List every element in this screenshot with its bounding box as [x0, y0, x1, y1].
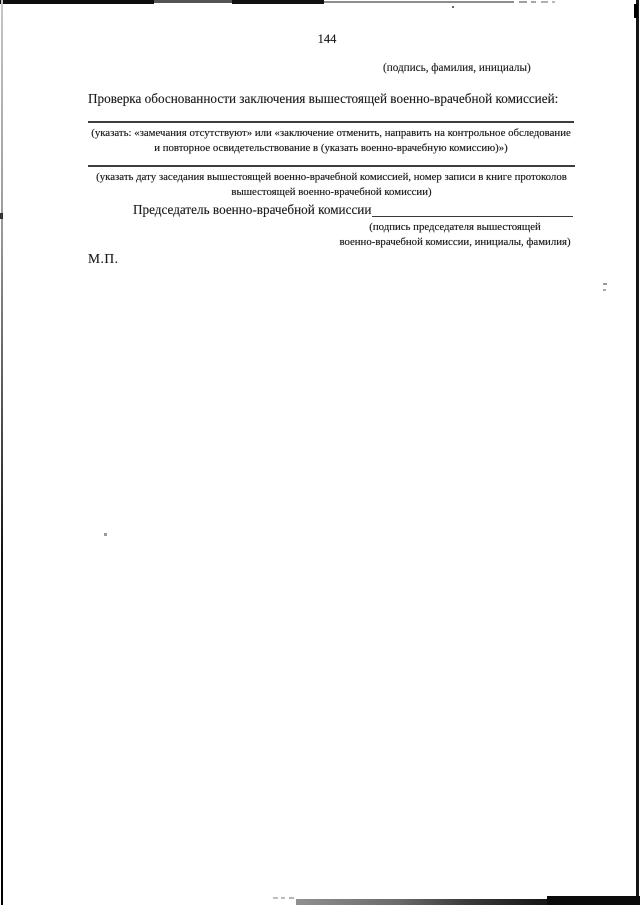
scan-artifact-top-edge [154, 0, 232, 3]
scan-artifact-dash [552, 1, 555, 3]
section-heading: Проверка обоснованности заключения вышестоящей военно-врачебной комиссией: [88, 91, 559, 106]
caption-line: (подпись председателя вышестоящей [369, 221, 541, 233]
chairman-label: Председатель военно-врачебной комиссии [133, 202, 372, 217]
scan-artifact-dash [531, 1, 536, 3]
scan-artifact-top-edge [0, 0, 154, 4]
fill-in-line-conclusion [88, 121, 574, 123]
caption-line: (указать: «замечания отсутствуют» или «заключение отменить, направить на контрольное обследование [91, 127, 571, 139]
scan-artifact-bottom-edge [547, 896, 640, 905]
scan-artifact-top-edge [324, 1, 514, 3]
scan-artifact-dash [0, 213, 3, 219]
scan-artifact-dash [281, 897, 285, 899]
chairman-signature-caption [330, 220, 580, 250]
scan-artifact-speck [603, 283, 607, 285]
fill-in-line-session [88, 165, 575, 167]
caption-line: вышестоящей военно-врачебной комиссии) [231, 186, 432, 198]
scan-artifact-top-edge [232, 0, 324, 4]
chairman-signature-line [372, 216, 573, 217]
scan-artifact-speck [603, 289, 606, 291]
fill-in-caption-conclusion [88, 126, 574, 156]
signature-note-top: (подпись, фамилия, инициалы) [383, 62, 531, 74]
scan-artifact-dash [273, 897, 278, 899]
scan-artifact-dash [289, 897, 294, 899]
scan-artifact-right-edge [636, 0, 639, 905]
scan-artifact-dash [519, 1, 527, 3]
caption-line: и повторное освидетельствование в (указать военно-врачебную комиссию)») [154, 142, 508, 154]
scan-artifact-speck [634, 4, 638, 18]
caption-line: военно-врачебной комиссии, инициалы, фамилия) [339, 236, 571, 248]
scan-artifact-left-edge [1, 0, 3, 905]
caption-line: (указать дату заседания вышестоящей военно-врачебной комиссией, номер записи в книге протоколов [96, 171, 567, 183]
scan-artifact-speck [452, 6, 454, 8]
stamp-placeholder: М.П. [88, 251, 119, 266]
fill-in-caption-session [88, 170, 575, 200]
scan-artifact-speck [104, 533, 107, 536]
scan-artifact-dash [541, 1, 548, 3]
page-number: 144 [317, 32, 337, 46]
